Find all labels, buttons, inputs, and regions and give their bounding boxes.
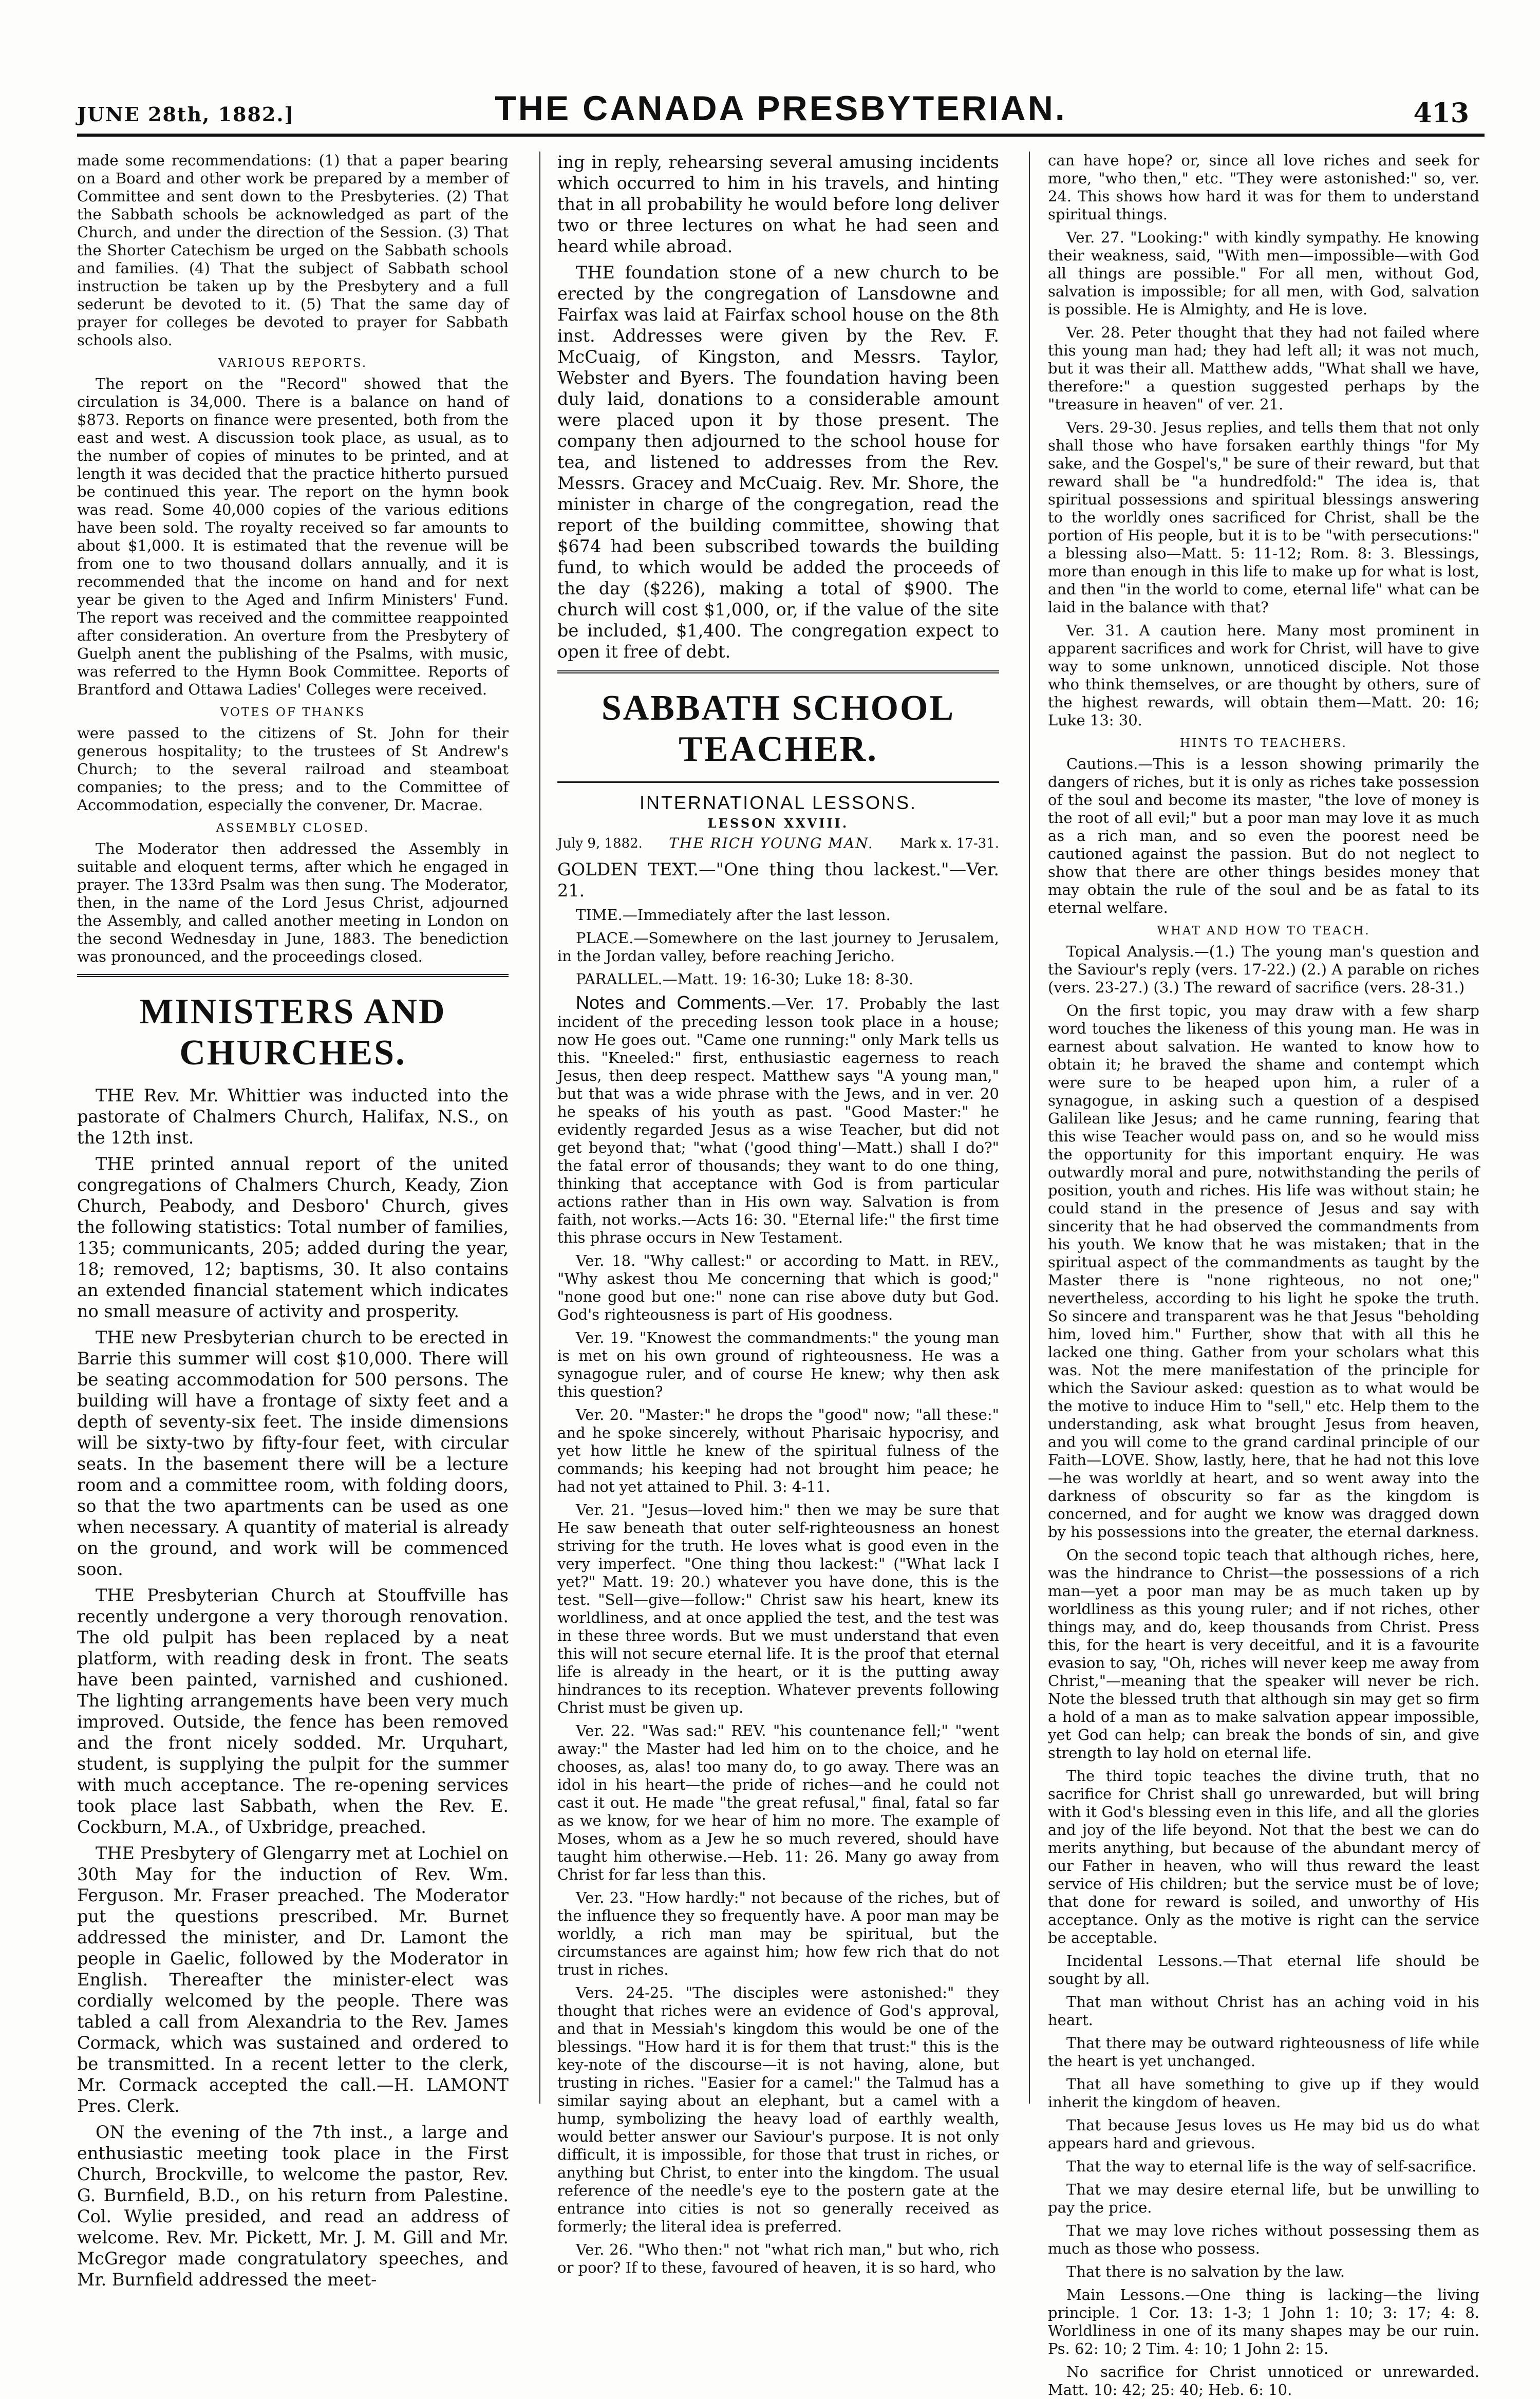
topical-analysis: Topical Analysis.—(1.) The young man's question and the Saviour's reply (vers. 17-22.) (2.) A parable on riches (vers. 23-27.) (3.) The reward of sacrifice (vers. 28-31.): [1048, 943, 1479, 996]
column-rule: [1029, 152, 1030, 2104]
verse-note: Ver. 21. "Jesus—loved him:" then we may be sure that He saw beneath that outer self-righteousness an honest striving for the truth. He loves what is good even in the very imperfect. "One thing thou lackest:" ("What lack I yet?" Matt. 19: 20.) whatever you have done, this is the test. "Sell—give—follow:" Christ saw his heart, knew its worldliness, and at once applied the test, and the test was in these three words. But we must understand that even this will not secure eternal life. It is the proof that eternal life is already in the heart, or it is the putting away hindrances to its reception. Whatever prevents following Christ must be given up.: [557, 1501, 999, 1716]
lesson-point: That there may be outward righteousness of life while the heart is yet unchanged.: [1048, 2034, 1479, 2070]
verse-note: Ver. 26. "Who then:" not "what rich man," but who, rich or poor? If to these, favoured of heaven, it is so hard, who: [557, 2241, 999, 2276]
news-item: THE new Presbyterian church to be erected in Barrie this summer will cost $10,000. There will be seating accommodation for 500 persons. The building will have a frontage of sixty feet and a depth of seventy-six feet. The inside dimensions will be sixty-two by fifty-four feet, with circular seats. In the basement there will be a lecture room and a committee room, with folding doors, so that the two apartments can be used as one when necessary. A quantity of material is already on the ground, and work will be commenced soon.: [77, 1327, 509, 1579]
lesson-date: July 9, 1882.: [557, 835, 643, 851]
issue-date: JUNE 28th, 1882.]: [77, 103, 295, 126]
verse-note: Ver. 23. "How hardly:" not because of the riches, but of the influence they so frequently have. A poor man may be worldly, a rich man may be spiritual, but the circumstances are against him; how few rich that do not trust in riches.: [557, 1889, 999, 1978]
lesson-point: That because Jesus loves us He may bid us do what appears hard and grievous.: [1048, 2116, 1479, 2152]
lesson-point: That we may desire eternal life, but be unwilling to pay the price.: [1048, 2181, 1479, 2216]
lesson-point: That the way to eternal life is the way of self-sacrifice.: [1066, 2158, 1477, 2175]
notes-text: —Ver. 17. Probably the last incident of the preceding lesson took place in a house; now He goes out. "Came one running:" only Mark tells us this. "Kneeled:" first, enthusiastic eagerness to reach Jesus, then deep respect. Matthew says "A young man," but that was a wide phrase with the Jews, and in ver. 20 he speaks of his youth as past. "Good Master:" he evidently regarded Jesus as a wise Teacher, but did not get beyond that; "what ('good thing'—Matt.) shall I do?" the fatal error of thousands; they want to do one thing, thinking that acceptance with God is from particular actions rather than in His own way. Salvation is from faith, not works.—Acts 16: 30. "Eternal life:" the first time this phrase occurs in New Testament.: [557, 995, 1000, 1246]
section-banner: SABBATH SCHOOL TEACHER.: [601, 688, 955, 769]
section-subhead: ASSEMBLY CLOSED.: [216, 821, 370, 835]
lesson-time: TIME.—Immediately after the last lesson.: [576, 906, 891, 924]
notes-paragraph: [557, 994, 999, 1247]
notes-lead: Notes and Comments.: [576, 992, 772, 1013]
column-rule: [539, 152, 540, 2104]
masthead: [77, 77, 1485, 137]
section-subhead: VOTES OF THANKS: [220, 706, 366, 719]
section-subhead: WHAT AND HOW TO TEACH.: [1157, 924, 1370, 938]
section-subhead: VARIOUS REPORTS.: [218, 357, 368, 370]
section-banner: MINISTERS AND CHURCHES.: [139, 992, 446, 1073]
lesson-point: That all have something to give up if they would inherit the kingdom of heaven.: [1048, 2075, 1479, 2111]
news-item: THE Presbytery of Glengarry met at Lochiel on 30th May for the induction of Rev. Wm. Ferguson. Mr. Fraser preached. The Moderator put the questions prescribed. Mr. Burnet addressed the minister, and Dr. Lamont the people in Gaelic, followed by the Moderator in English. Thereafter the minister-elect was cordially welcomed by the people. There was tabled a call from Alexandria to the Rev. James Cormack, which was sustained and ordered to be transmitted. In a recent letter to the clerk, Mr. Cormack accepted the call.—H. LAMONT Pres. Clerk.: [77, 1843, 509, 2116]
news-item: THE foundation stone of a new church to be erected by the congregation of Lansdowne and Fairfax was laid at Fairfax school house on the 8th inst. Addresses were given by the Rev. F. McCuaig, of Kingston, and Messrs. Taylor, Webster and Byers. The foundation having been duly laid, donations to a considerable amount were placed upon it by those present. The company then adjourned to the school house for tea, and listened to addresses from the Rev. Messrs. Gracey and McCuaig. Rev. Mr. Shore, the minister in charge of the congregation, read the report of the building committee, showing that $674 had been subscribed towards the building fund, to which would be added the proceeds of the day ($226), making a total of $900. The church will cost $1,000, or, if the value of the site be included, $1,400. The congregation expect to open it free of debt.: [557, 263, 999, 662]
newspaper-page: [77, 57, 1485, 2398]
verse-note: Ver. 18. "Why callest:" or according to Matt. in REV., "Why askest thou Me concerning that which is good;" "none good but one:" none can rise above duty but God. God's righteousness is part of His goodness.: [557, 1252, 999, 1323]
verse-note: Ver. 22. "Was sad:" REV. "his countenance fell;" "went away:" the Master had led him on to the choice, and he chooses, as, alas! too many do, to go away. There was an idol in his heart—the pride of riches—and he could not cast it out. He made "the great refusal," final, fatal so far as we know, for we hear of him no more. The example of Moses, whom as a Jew he so much revered, should have taught him otherwise.—Heb. 11: 26. Many go away from Christ for far less than this.: [557, 1722, 999, 1883]
column-2: [557, 152, 1000, 2276]
lessons-heading: INTERNATIONAL LESSONS.: [639, 792, 917, 813]
verse-note: can have hope? or, since all love riches and seek for more, "who then," etc. "They were astonished:" so, ver. 24. This shows how hard it was for them to understand spiritual things.: [1048, 152, 1479, 223]
lesson-parallel: PARALLEL.—Matt. 19: 16-30; Luke 18: 8-30.: [576, 970, 914, 988]
article-paragraph: The Moderator then addressed the Assembly in suitable and eloquent terms, after which he engaged in prayer. The 133rd Psalm was then sung. The Moderator, then, in the name of the Lord Jesus Christ, adjourned the Assembly, and called another meeting in London on the second Wednesday in June, 1883. The benediction was pronounced, and the proceedings closed.: [77, 840, 509, 965]
cautions-paragraph: Cautions.—This is a lesson showing primarily the dangers of riches, but it is only as riches take possession of the soul and become its master, "the love of money is the root of all evil;" but a poor man may love it as much as a rich man, and so even the poorest need be cautioned against the passion. But do not neglect to show that there are other things besides money that may obtain the rule of the soul and be as fatal to its eternal welfare.: [1048, 755, 1479, 916]
verse-note: Vers. 29-30. Jesus replies, and tells them that not only shall those who have forsaken earthly things "for My sake, and the Gospel's," be sure of their reward, but that reward shall be "a hundredfold:" The idea is, that spiritual possessions and spiritual blessings answering to the worldly ones sacrificed for Christ, shall be the portion of His people, but it is to be "with persecutions:" a blessing also—Matt. 5: 11-12; Rom. 8: 3. Blessings, more than enough in this life to make up for what is lost, and then "in the world to come, eternal life" what can be laid in the balance with that?: [1048, 419, 1479, 616]
page-number: 413: [1413, 98, 1469, 129]
lesson-number: LESSON XXVIII.: [707, 816, 849, 831]
lesson-point: That we may love riches without possessing them as much as those who possess.: [1048, 2222, 1479, 2257]
news-item: THE printed annual report of the united congregations of Chalmers Church, Keady, Zion Church, Peabody, and Desboro' Church, gives the following statistics: Total number of families, 135; communicants, 205; added during the year, 18; removed, 12; baptisms, 30. It also contains an extended financial statement which indicates no small measure of activity and prosperity.: [77, 1154, 509, 1321]
article-paragraph: were passed to the citizens of St. John for their generous hospitality; to the trustees of St Andrew's Church; to the several railroad and steamboat companies; to the press; and to the Committee of Accommodation, especially the convener, Dr. Macrae.: [77, 724, 509, 814]
article-paragraph: The report on the "Record" showed that the circulation is 34,000. There is a balance on hand of $873. Reports on finance were presented, both from the east and west. A discussion took place, as usual, as to the number of copies of minutes to be printed, and at length it was decided that the practice hitherto pursued be continued this year. The report on the hymn book was read. Some 40,000 copies of the various editions have been sold. The royalty received so far amounts to about $1,000. It is estimated that the revenue will be from one to two thousand dollars annually, and it is recommended that the income on hand and for next year be given to the Aged and Infirm Ministers' Fund. The report was received and the committee reappointed after consideration. An overture from the Presbytery of Guelph anent the publishing of the Psalms, with music, was referred to the Hymn Book Committee. Reports of Brantford and Ottawa Ladies' Colleges were received.: [77, 375, 509, 698]
article-paragraph: made some recommendations: (1) that a paper bearing on a Board and other work be prepared by a member of Committee and sent down to the Presbyteries. (2) That the Sabbath schools be acknowledged as part of the Church, and under the direction of the Session. (3) That the Shorter Catechism be urged on the Sabbath schools and families. (4) That the subject of Sabbath school instruction be taken up by the Presbytery and a full sederunt be devoted to it. (5) That the same day of prayer for colleges be devoted to prayer for Sabbath schools also.: [77, 152, 509, 349]
news-item: ing in reply, rehearsing several amusing incidents which occurred to him in his travels, and hinting that in all probability he would before long deliver two or three lectures on what he had seen and heard while abroad.: [557, 152, 999, 256]
publication-title: THE CANADA PRESBYTERIAN.: [495, 89, 1067, 128]
main-lessons: Main Lessons.—One thing is lacking—the living principle. 1 Cor. 13: 1-3; 1 John 1: 10; 3: 17; 4: 8. Worldliness in one of its many shapes may be our ruin. Ps. 62: 10; 2 Tim. 4: 10; 1 John 2: 15.: [1048, 2286, 1479, 2357]
news-item: ON the evening of the 7th inst., a large and enthusiastic meeting took place in the First Church, Brockville, to welcome the pastor, Rev. G. Burnfield, B.D., on his return from Palestine. Col. Wylie presided, and read an address of welcome. Rev. Mr. Pickett, Mr. J. M. Gill and Mr. McGregor made congratulatory speeches, and Mr. Burnfield addressed the meet-: [77, 2122, 509, 2290]
verse-note: Ver. 20. "Master:" he drops the "good" now; "all these:" and he spoke sincerely, without Pharisaic hypocrisy, and yet how little he knew of the spiritual fulness of the commands; his keeping had not brought him peace; he had not yet attained to Phil. 3: 4-11.: [557, 1406, 999, 1495]
teaching-paragraph: On the first topic, you may draw with a few sharp word touches the likeness of this young man. He was in earnest about salvation. He wanted to know how to obtain it; he braved the shame and contempt which were sure to be heaped upon him, a ruler of a synagogue, in asking such a question of a despised Galilean like Jesus; and he came running, fearing that this wise Teacher would pass on, and so he would miss the opportunity for this important enquiry. He was outwardly moral and pure, notwithstanding the perils of position, youth and riches. His life was without stain; he could stand in the presence of Jesus and say with sincerity that he had observed the commandments from his youth. We know that he was mistaken; that in the spiritual aspect of the commandments as taught by the Master there is "none righteous, no not one;" nevertheless, according to his light he spoke the truth. So sincere and transparent was he that Jesus "beholding him, loved him." Further, show that with all this he lacked one thing. Gather from your scholars what this was. Not the mere manifestation of the principle for which the Saviour asked: question as to what would be the motive to induce Him to "sell," etc. Help them to the understanding, ask what brought Jesus from heaven, and you will come to the grand cardinal principle of our Faith—LOVE. Show, lastly, here, that he had not this love—he was worldly at heart, and so went away into the darkness of obscurity so far as the kingdom is concerned, and for aught we know was dragged down by his possessions into the greater, the eternal darkness.: [1048, 1002, 1479, 1541]
verse-note: Vers. 24-25. "The disciples were astonished:" they thought that riches were an evidence of God's approval, and that in Messiah's kingdom this would be one of the blessings. "How hard it is for them that trust:" this is the key-note of the discourse—it is not having, alone, but trusting in riches. "Easier for a camel:" the Talmud has a similar saying about an elephant, but a camel with a hump, symbolizing the heavy load of earthly wealth, would better answer our Saviour's purpose. It is not only difficult, it is impossible, for those that trust in riches, or anything but Christ, to enter into the kingdom. The usual reference of the needle's eye to the postern gate at the entrance into cities is not so generally received as formerly; the literal idea is preferred.: [557, 1984, 999, 2235]
lesson-reference: Mark x. 17-31.: [900, 835, 999, 851]
news-item: THE Presbyterian Church at Stouffville has recently undergone a very thorough renovation. The old pulpit has been replaced by a neat platform, with reading desk in front. The seats have been painted, varnished and cushioned. The lighting arrangements have been very much improved. Outside, the fence has been removed and the front nicely sodded. Mr. Urquhart, student, is supplying the pulpit for the summer with much acceptance. The re-opening services took place last Sabbath, when the Rev. E. Cockburn, M.A., of Uxbridge, preached.: [77, 1585, 509, 1837]
column-3: [1048, 152, 1479, 2398]
divider: [557, 781, 999, 783]
sabbath-banner-box: [557, 670, 999, 770]
teaching-paragraph: The third topic teaches the divine truth, that no sacrifice for Christ shall go unrewarded, but will bring with it God's blessing even in this life, and all the glories and joy of the life beyond. Not that the best we can do merits anything, but because of the abundant mercy of our Father in heaven, who will thus reward the least service of His children; but the service must be of love; that done for reward is soiled, and unworthy of His acceptance. Only as the motive is right can the service be acceptable.: [1048, 1767, 1479, 1946]
lesson-title: THE RICH YOUNG MAN.: [669, 835, 874, 852]
lesson-place: PLACE.—Somewhere on the last journey to Jerusalem, in the Jordan valley, before reaching Jericho.: [557, 929, 999, 965]
verse-note: Ver. 31. A caution here. Many most prominent in apparent sacrifices and work for Christ, will have to give way to some unknown, unnoticed disciple. Not those who think themselves, or are thought by others, sure of the highest rewards, will obtain them—Matt. 20: 16; Luke 13: 30.: [1048, 622, 1479, 729]
verse-note: Ver. 19. "Knowest the commandments:" the young man is met on his own ground of righteousness. He was a synagogue ruler, and of course He knew; why then ask this question?: [557, 1329, 999, 1400]
column-1: [77, 152, 509, 2290]
golden-text: GOLDEN TEXT.—"One thing thou lackest."—Ver. 21.: [557, 859, 999, 901]
section-subhead: HINTS TO TEACHERS.: [1180, 737, 1347, 750]
teaching-paragraph: On the second topic teach that although riches, here, was the hindrance to Christ—the possessions of a rich man—yet a poor man may be as much taken up by worldliness as this young ruler; and if not riches, other things may, and do, keep thousands from Christ. Press this, for the heart is very deceitful, and it is a favourite evasion to say, "Oh, riches will never keep me away from Christ,"—meaning that the speaker will never be rich. Note the blessed truth that although sin may get so firm a hold of a man as to make salvation appear impossible, yet God can help; can break the bonds of sin, and give strength to lay hold on eternal life.: [1048, 1546, 1479, 1761]
lesson-point: That man without Christ has an aching void in his heart.: [1048, 1993, 1479, 2029]
lesson-point: That there is no salvation by the law.: [1066, 2263, 1345, 2280]
lesson-header: [557, 835, 999, 852]
news-item: THE Rev. Mr. Whittier was inducted into the pastorate of Chalmers Church, Halifax, N.S., on the 12th inst.: [77, 1085, 509, 1148]
verse-note: Ver. 27. "Looking:" with kindly sympathy. He knowing their weakness, said, "With men—impossible—with God all things are possible." For all men, without God, salvation is impossible; for all men, with God, salvation is possible. He is Almighty, and He is love.: [1048, 229, 1479, 318]
lesson-point: No sacrifice for Christ unnoticed or unrewarded. Matt. 10: 42; 25: 40; Heb. 6: 10.: [1048, 2363, 1479, 2398]
verse-note: Ver. 28. Peter thought that they had not failed where this young man had; they had left all; it was not much, but it was their all. Matthew adds, "What shall we have, therefore:" a question suggested perhaps by the "treasure in heaven" of ver. 21.: [1048, 324, 1479, 413]
ministers-banner-box: [77, 974, 509, 1074]
incidental-lessons: Incidental Lessons.—That eternal life should be sought by all.: [1048, 1952, 1479, 1988]
